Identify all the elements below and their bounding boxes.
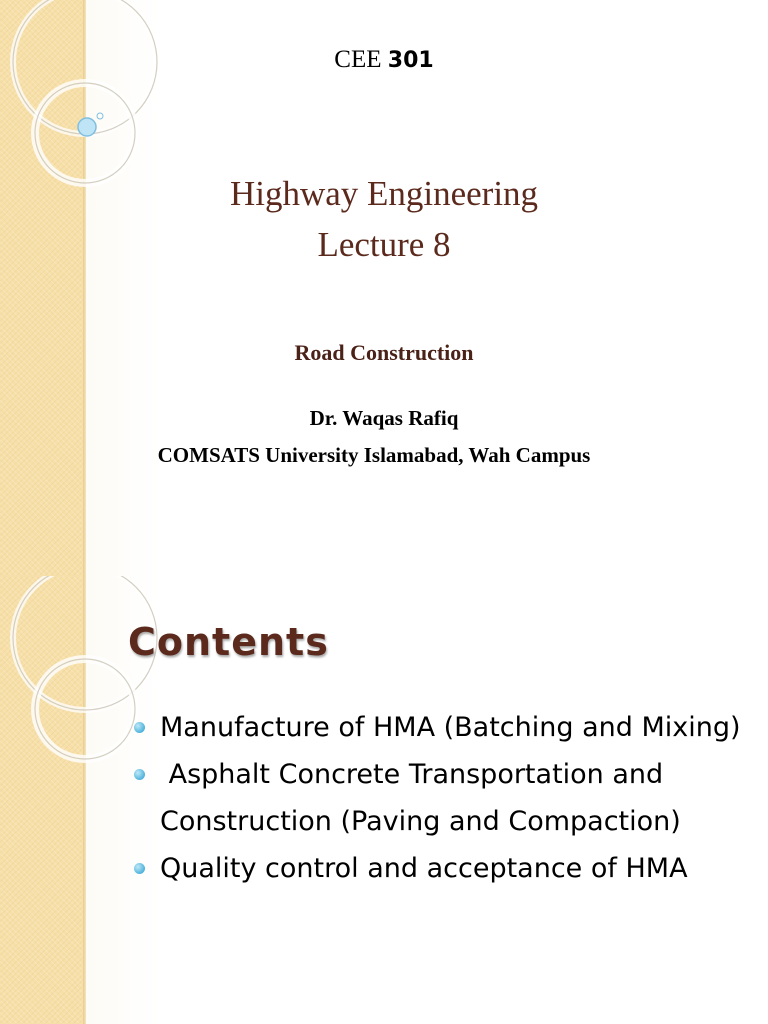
list-item (132, 751, 742, 845)
author-name: Dr. Waqas Rafiq (309, 406, 459, 430)
slide-subtitle: Road Construction (294, 340, 474, 365)
slide-title: Highway Engineering (229, 174, 539, 213)
course-code (0, 46, 768, 74)
bullet-icon (134, 722, 145, 733)
list-item-text: Quality control and acceptance of HMA (160, 853, 688, 884)
list-item-text: Asphalt Concrete Transportation and Construction (Paving and Compaction) (160, 759, 681, 837)
circles-decoration-icon (0, 0, 200, 576)
contents-list (132, 704, 742, 892)
contents-slide (0, 576, 768, 1024)
list-item (132, 845, 742, 892)
contents-heading: Contents (128, 620, 329, 664)
bullet-icon (134, 769, 145, 780)
course-number: 301 (387, 48, 434, 73)
list-item-text: Manufacture of HMA (Batching and Mixing) (160, 712, 741, 743)
course-prefix: CEE (334, 46, 382, 73)
list-item (132, 704, 742, 751)
bullet-icon (134, 863, 145, 874)
institution-name: COMSATS University Islamabad, Wah Campus (157, 443, 591, 467)
lecture-number: Lecture 8 (317, 225, 451, 264)
